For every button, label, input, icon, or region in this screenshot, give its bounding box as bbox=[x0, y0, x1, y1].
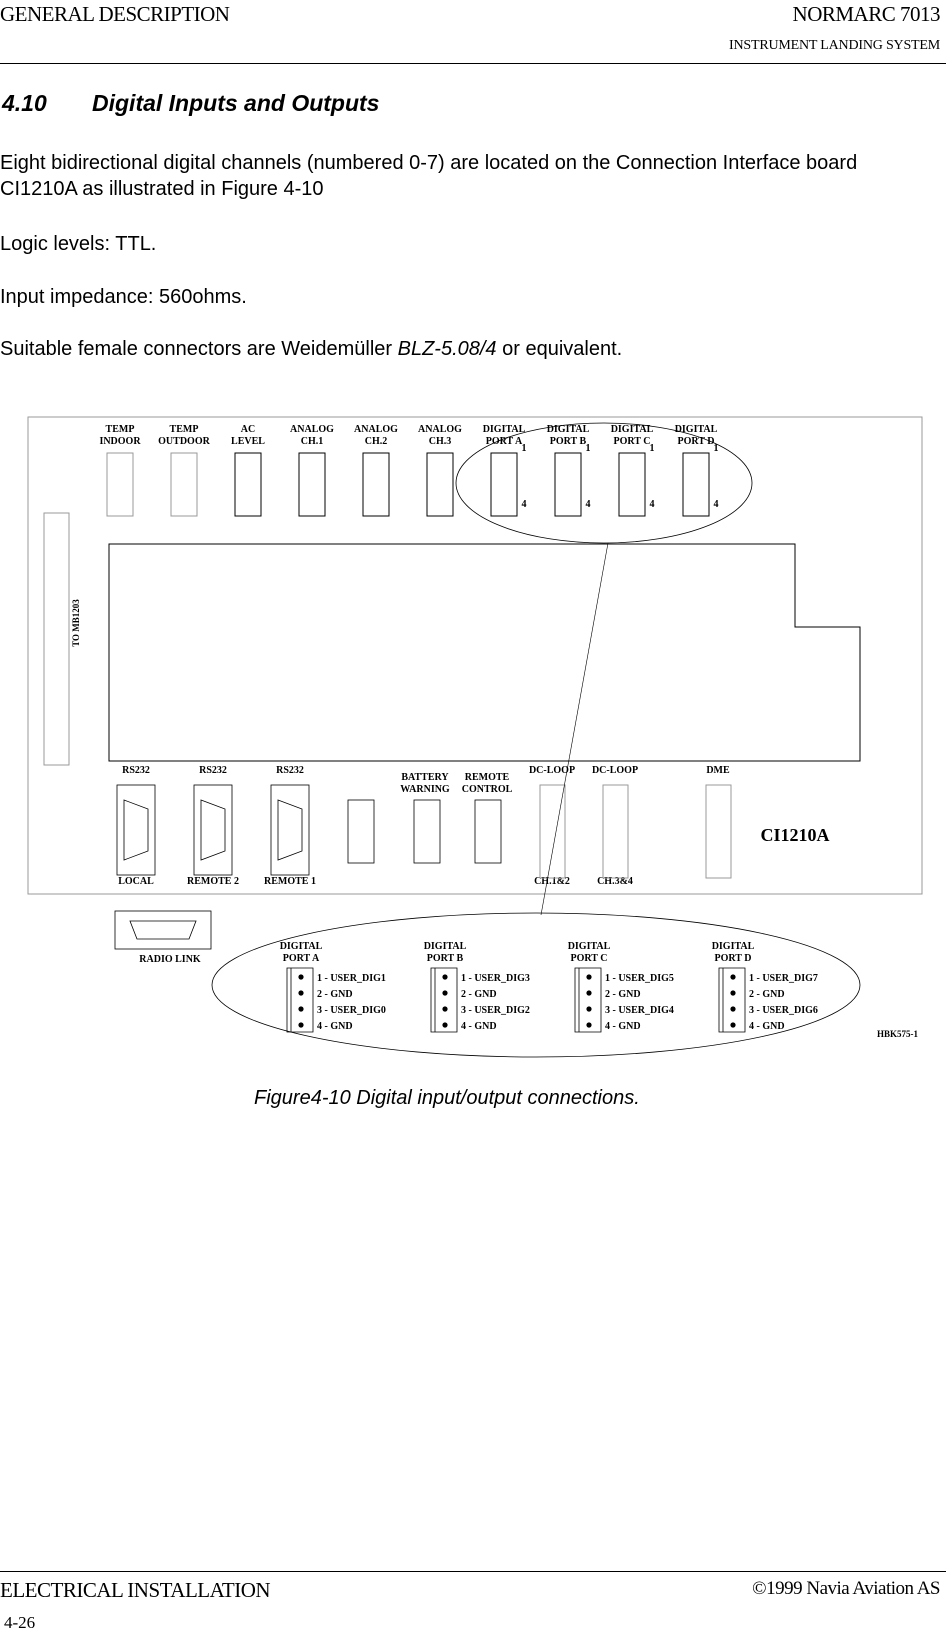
label-temp-indoor-2: INDOOR bbox=[99, 436, 141, 447]
running-footer-chapter: ELECTRICAL INSTALLATION bbox=[0, 1578, 271, 1602]
label-ac-level-2: LEVEL bbox=[231, 436, 265, 447]
battery-label-2: WARNING bbox=[400, 784, 450, 795]
running-footer-copyright: ©1999 Navia Aviation AS bbox=[752, 1578, 940, 1599]
label-ac-level-1: AC bbox=[240, 424, 256, 435]
label-analog-ch2-2: CH.2 bbox=[364, 436, 388, 447]
running-header-subtitle: INSTRUMENT LANDING SYSTEM bbox=[729, 38, 940, 53]
port-d-pin-2: 2 - GND bbox=[749, 989, 785, 1000]
drawing-reference: HBK575-1 bbox=[876, 1029, 918, 1039]
pin-first-a: 1 bbox=[521, 443, 527, 454]
label-temp-outdoor-2: OUTDOOR bbox=[158, 436, 210, 447]
rs232-bottom-remote2: REMOTE 2 bbox=[187, 876, 239, 887]
label-digital-c-1: DIGITAL bbox=[610, 424, 654, 435]
rs232-label-local: RS232 bbox=[122, 765, 150, 776]
dcloop-bottom-2: CH.3&4 bbox=[597, 876, 633, 887]
leader-line bbox=[541, 543, 608, 915]
digital-ports-highlight-lower bbox=[212, 913, 860, 1057]
running-header-section: GENERAL DESCRIPTION bbox=[0, 2, 230, 26]
label-digital-d-2: PORT D bbox=[677, 436, 715, 447]
radio-link-dsub bbox=[130, 921, 196, 939]
dcloop-ch34-connector bbox=[603, 785, 628, 878]
label-digital-a-2: PORT A bbox=[485, 436, 523, 447]
dcloop-bottom-1: CH.1&2 bbox=[534, 876, 570, 887]
connector-digital-port-d bbox=[683, 453, 709, 516]
label-temp-outdoor-1: TEMP bbox=[169, 424, 199, 435]
dcloop-label-1: DC-LOOP bbox=[528, 765, 576, 776]
label-digital-c-2: PORT C bbox=[613, 436, 651, 447]
connector-digital-port-b bbox=[555, 453, 581, 516]
connector-part-number: BLZ-5.08/4 bbox=[397, 338, 497, 360]
figure-caption: Figure4-10 Digital input/output connections. bbox=[254, 1087, 640, 1109]
rs232-label-remote2: RS232 bbox=[199, 765, 227, 776]
detail-port-d-label-2: PORT D bbox=[714, 953, 752, 964]
detail-port-c-label-1: DIGITAL bbox=[567, 941, 611, 952]
port-d-pin-4: 4 - GND bbox=[749, 1021, 785, 1032]
label-digital-b-1: DIGITAL bbox=[546, 424, 590, 435]
remote-control-connector bbox=[475, 800, 501, 863]
section-heading bbox=[2, 90, 379, 117]
label-analog-ch3-2: CH.3 bbox=[428, 436, 452, 447]
pin-last-d: 4 bbox=[713, 499, 719, 510]
dme-connector bbox=[706, 785, 731, 878]
port-a-pin-3: 3 - USER_DIG0 bbox=[317, 1005, 386, 1016]
mb1203-connector bbox=[44, 513, 69, 765]
pin-last-c: 4 bbox=[649, 499, 655, 510]
header-rule bbox=[0, 63, 946, 64]
paragraph-logic-levels: Logic levels: TTL. bbox=[0, 233, 157, 255]
port-d-pin-3: 3 - USER_DIG6 bbox=[749, 1005, 818, 1016]
detail-port-b-label-2: PORT B bbox=[426, 953, 464, 964]
pin-first-d: 1 bbox=[713, 443, 719, 454]
port-b-pin-2: 2 - GND bbox=[461, 989, 497, 1000]
module-block bbox=[109, 544, 860, 761]
section-number: 4.10 bbox=[2, 90, 47, 116]
pin-first-c: 1 bbox=[649, 443, 655, 454]
connector-temp-outdoor bbox=[171, 453, 197, 516]
connector-digital-port-a bbox=[491, 453, 517, 516]
paragraph-connectors: Suitable female connectors are Weidemüller BLZ-5.08/4 or equivalent. bbox=[0, 338, 623, 360]
rs232-label-remote1: RS232 bbox=[276, 765, 304, 776]
remote-label-2: CONTROL bbox=[461, 784, 513, 795]
rs232-bottom-local: LOCAL bbox=[118, 876, 154, 887]
connector-analog-ch1 bbox=[299, 453, 325, 516]
connection-interface-figure bbox=[0, 395, 948, 1075]
dcloop-label-2: DC-LOOP bbox=[591, 765, 639, 776]
radio-link-connector bbox=[115, 911, 211, 949]
rs232-local-dsub bbox=[124, 800, 148, 860]
port-a-pin-2: 2 - GND bbox=[317, 989, 353, 1000]
pin-last-a: 4 bbox=[521, 499, 527, 510]
detail-port-c-label-2: PORT C bbox=[570, 953, 608, 964]
rs232-remote2-connector bbox=[194, 785, 232, 875]
detail-port-a-label-1: DIGITAL bbox=[279, 941, 323, 952]
label-analog-ch1-2: CH.1 bbox=[300, 436, 324, 447]
label-analog-ch2-1: ANALOG bbox=[354, 424, 398, 435]
rs232-remote1-connector bbox=[271, 785, 309, 875]
rs232-remote1-dsub bbox=[278, 800, 302, 860]
detail-port-b-label-1: DIGITAL bbox=[423, 941, 467, 952]
port-c-pin-3: 3 - USER_DIG4 bbox=[605, 1005, 674, 1016]
pin-last-b: 4 bbox=[585, 499, 591, 510]
running-header-product: NORMARC 7013 bbox=[792, 2, 940, 26]
dcloop-ch12-connector bbox=[540, 785, 565, 878]
port-a-pin-1: 1 - USER_DIG1 bbox=[317, 973, 386, 984]
battery-label-1: BATTERY bbox=[401, 772, 449, 783]
section-title: Digital Inputs and Outputs bbox=[92, 90, 380, 116]
port-b-pin-4: 4 - GND bbox=[461, 1021, 497, 1032]
board-name: CI1210A bbox=[760, 825, 830, 845]
remote-label-1: REMOTE bbox=[464, 772, 510, 783]
rs232-local-connector bbox=[117, 785, 155, 875]
page-number: 4-26 bbox=[4, 1613, 36, 1632]
port-a-pin-4: 4 - GND bbox=[317, 1021, 353, 1032]
mb1203-label: TO MB1203 bbox=[71, 599, 81, 647]
detail-port-a-label-2: PORT A bbox=[282, 953, 320, 964]
label-digital-b-2: PORT B bbox=[549, 436, 587, 447]
port-c-pin-4: 4 - GND bbox=[605, 1021, 641, 1032]
radio-link-label: RADIO LINK bbox=[139, 954, 201, 965]
port-c-pin-1: 1 - USER_DIG5 bbox=[605, 973, 674, 984]
label-analog-ch3-1: ANALOG bbox=[418, 424, 462, 435]
port-b-pin-3: 3 - USER_DIG2 bbox=[461, 1005, 530, 1016]
paragraph-impedance: Input impedance: 560ohms. bbox=[0, 286, 247, 308]
connector-analog-ch2 bbox=[363, 453, 389, 516]
dme-label: DME bbox=[706, 765, 730, 776]
pin-first-b: 1 bbox=[585, 443, 591, 454]
connector-analog-ch3 bbox=[427, 453, 453, 516]
paragraph-channels: Eight bidirectional digital channels (numbered 0-7) are located on the Connection Interface board CI1210A as illustrated in Figure 4-10 bbox=[0, 152, 858, 200]
detail-port-d-label-1: DIGITAL bbox=[711, 941, 755, 952]
label-digital-a-1: DIGITAL bbox=[482, 424, 526, 435]
battery-warning-connector bbox=[414, 800, 440, 863]
footer-rule bbox=[0, 1571, 946, 1572]
rs232-remote2-dsub bbox=[201, 800, 225, 860]
label-temp-indoor-1: TEMP bbox=[105, 424, 135, 435]
port-d-pin-1: 1 - USER_DIG7 bbox=[749, 973, 818, 984]
label-analog-ch1-1: ANALOG bbox=[290, 424, 334, 435]
rs232-bottom-remote1: REMOTE 1 bbox=[264, 876, 316, 887]
label-digital-d-1: DIGITAL bbox=[674, 424, 718, 435]
connector-digital-port-c bbox=[619, 453, 645, 516]
port-c-pin-2: 2 - GND bbox=[605, 989, 641, 1000]
port-b-pin-1: 1 - USER_DIG3 bbox=[461, 973, 530, 984]
connector-ac-level bbox=[235, 453, 261, 516]
connector-temp-indoor bbox=[107, 453, 133, 516]
unlabeled-connector bbox=[348, 800, 374, 863]
